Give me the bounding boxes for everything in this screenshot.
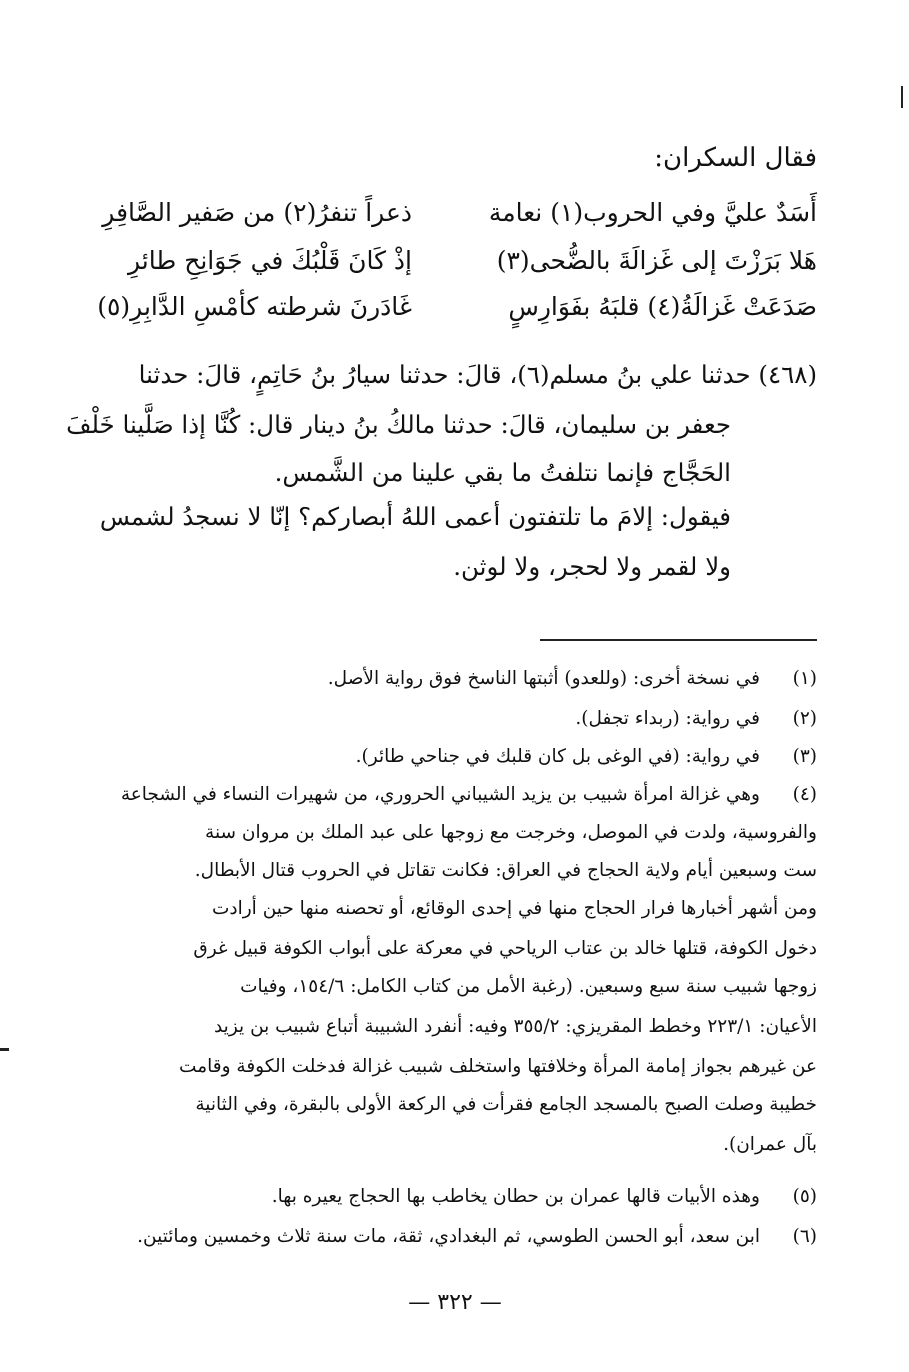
verse-line bbox=[92, 198, 817, 242]
verse-second-hemistich: إذْ كَانَ قَلْبُكَ في جَوَانِحِ طائرِ bbox=[128, 246, 412, 275]
footnote-text: في رواية: (ربداء تجفل). bbox=[575, 708, 760, 729]
hadith-line: ولا لقمر ولا لحجر، ولا لوثن. bbox=[453, 552, 731, 581]
hadith-line: فيقول: إلامَ ما تلتفتون أعمى اللهُ أبصاركم؟ إنّا لا نسجدُ لشمس bbox=[99, 502, 731, 531]
verse-second-hemistich: غَادَرنَ شرطته كأمْسِ الدَّابِرِ(٥) bbox=[97, 292, 412, 321]
section-heading: فقال السكران: bbox=[654, 143, 817, 173]
footnote-4-line: خطيبة وصلت الصبح بالمسجد الجامع فقرأت في الركعة الأولى بالبقرة، وفي الثانية bbox=[195, 1094, 817, 1115]
footnote-text: وهي غزالة امرأة شبيب بن يزيد الشيباني الحروري، من شهيرات النساء في الشجاعة bbox=[120, 784, 760, 805]
hadith-line: حدثنا علي بنُ مسلم(٦)، قالَ: حدثنا سيارُ بنُ حَاتِمٍ، قالَ: حدثنا bbox=[138, 360, 751, 389]
hadith-first-line bbox=[92, 360, 817, 389]
footnote-text: ابن سعد، أبو الحسن الطوسي، ثم البغدادي، ثقة، مات سنة ثلاث وخمسين ومائتين. bbox=[137, 1226, 760, 1247]
footnote-4-line: دخول الكوفة، قتلها خالد بن عتاب الرياحي في معركة على أبواب الكوفة قبيل غرق bbox=[193, 938, 817, 959]
verse-line bbox=[92, 246, 817, 290]
footnote-4-line: ست وسبعين أيام ولاية الحجاج في العراق: فكانت تقاتل في الحروب قتال الأبطال. bbox=[194, 860, 817, 881]
page-number: — ٣٢٢ — bbox=[408, 1290, 502, 1315]
footnote-4-line: بآل عمران). bbox=[723, 1134, 817, 1155]
footnote-text: في نسخة أخرى: (وللعدو) أثبتها الناسخ فوق رواية الأصل. bbox=[327, 668, 760, 689]
footnote-4-line: عن غيرهم بجواز إمامة المرأة وخلافتها واستخلف شبيب غزالة فدخلت الكوفة وقامت bbox=[179, 1056, 817, 1077]
edge-mark bbox=[0, 1048, 9, 1051]
footnote-number: (٦) bbox=[792, 1226, 817, 1247]
footnote-text: وهذه الأبيات قالها عمران بن حطان يخاطب بها الحجاج يعيره بها. bbox=[271, 1186, 760, 1207]
hadith-number: (٤٦٨) bbox=[758, 360, 817, 389]
verse-first-hemistich: صَدَعَتْ غَزالَةُ(٤) قلبَهُ بفَوَارِسٍ bbox=[508, 292, 817, 321]
footnote-4-line: والفروسية، ولدت في الموصل، وخرجت مع زوجها على عبد الملك بن مروان سنة bbox=[205, 822, 817, 843]
verse-first-hemistich: أَسَدٌ عليَّ وفي الحروب(١) نعامة bbox=[488, 198, 817, 227]
footnote-4-line: زوجها شبيب سنة سبع وسبعين. (رغبة الأمل من كتاب الكامل: ١٥٤/٦، وفيات bbox=[240, 976, 817, 997]
hadith-line: جعفر بن سليمان، قالَ: حدثنا مالكُ بنُ دينار قال: كُنَّا إذا صَلَّينا خَلْفَ bbox=[66, 410, 731, 439]
footnote-divider bbox=[540, 639, 817, 641]
footnote-number: (٥) bbox=[792, 1186, 817, 1207]
verse-second-hemistich: ذعراً تنفرُ(٢) من صَفير الصَّافِرِ bbox=[102, 198, 412, 227]
footnote-number: (١) bbox=[792, 668, 817, 689]
footnote-number: (٢) bbox=[792, 708, 817, 729]
footnote-4-line: ومن أشهر أخبارها فرار الحجاج منها في إحدى الوقائع، أو تحصنه منها حين أرادت bbox=[211, 898, 817, 919]
footnote-number: (٣) bbox=[792, 746, 817, 767]
footnote-number: (٤) bbox=[792, 784, 817, 805]
margin-mark bbox=[901, 86, 903, 108]
hadith-line: الحَجَّاج فإنما نتلفتُ ما بقي علينا من الشَّمس. bbox=[274, 458, 731, 487]
footnote-text: في رواية: (في الوغى بل كان قلبك في جناحي طائر). bbox=[355, 746, 760, 767]
footnote-4-line: الأعيان: ٢٢٣/١ وخطط المقريزي: ٣٥٥/٢ وفيه: أنفرد الشبيبة أتباع شبيب بن يزيد bbox=[213, 1016, 817, 1037]
verse-first-hemistich: هَلا بَرَزْتَ إلى غَزالَةَ بالضُّحى(٣) bbox=[496, 246, 817, 275]
verse-line bbox=[92, 292, 817, 336]
